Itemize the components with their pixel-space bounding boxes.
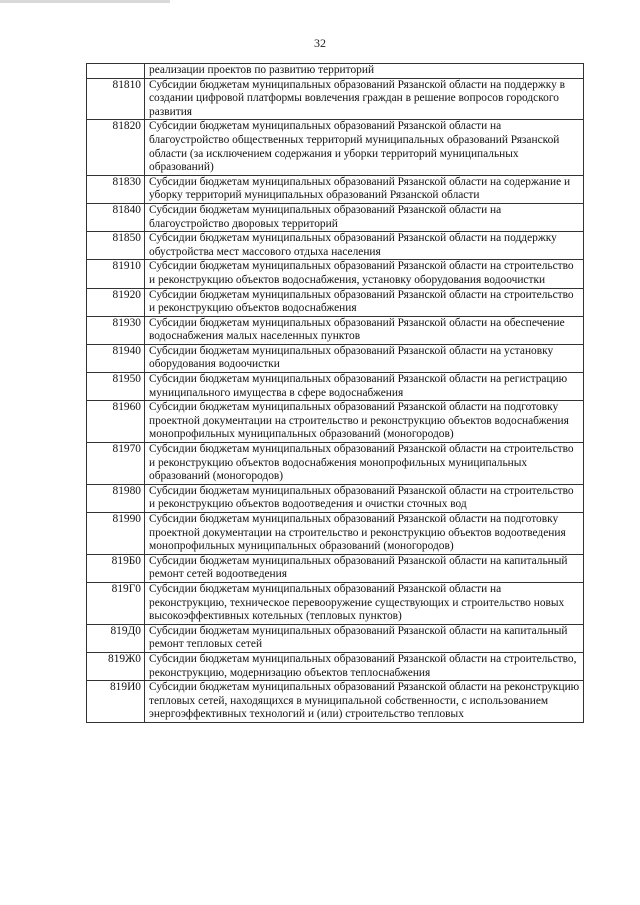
budget-code-cell: 81980 <box>87 484 145 512</box>
description-cell: Субсидии бюджетам муниципальных образований Рязанской области на подготовку проектной документации на строительство и реконструкцию объектов водоотведения монопрофильных муниципальных образований (моногородов) <box>145 513 584 555</box>
budget-code-cell: 819Ж0 <box>87 652 145 680</box>
table-row <box>87 64 584 79</box>
description-cell: Субсидии бюджетам муниципальных образований Рязанской области на реконструкцию, техническое перевооружение существующих и строительство новых высокоэффективных котельных (тепловых пунктов) <box>145 582 584 624</box>
description-cell: Субсидии бюджетам муниципальных образований Рязанской области на строительство и реконструкцию объектов водоснабжения, установку оборудования водоочистки <box>145 260 584 288</box>
budget-code-cell: 81950 <box>87 373 145 401</box>
table-row <box>87 401 584 443</box>
description-cell: Субсидии бюджетам муниципальных образований Рязанской области на благоустройство общественных территорий муниципальных образований Рязанской области (за исключением содержания и уборки территорий муниципальных образований) <box>145 120 584 175</box>
description-cell: Субсидии бюджетам муниципальных образований Рязанской области на реконструкцию тепловых сетей, находящихся в муниципальной собственности, с использованием энергоэффективных технологий и (или) строительство тепловых <box>145 681 584 723</box>
budget-code-cell: 81850 <box>87 232 145 260</box>
budget-code-cell: 81960 <box>87 401 145 443</box>
budget-code-cell: 81920 <box>87 288 145 316</box>
budget-code-cell: 81830 <box>87 175 145 203</box>
description-cell: Субсидии бюджетам муниципальных образований Рязанской области на содержание и уборку территорий муниципальных образований Рязанской области <box>145 175 584 203</box>
table-row <box>87 260 584 288</box>
table-row <box>87 652 584 680</box>
table-row <box>87 120 584 175</box>
description-cell: Субсидии бюджетам муниципальных образований Рязанской области на благоустройство дворовых территорий <box>145 203 584 231</box>
budget-code-cell: 819Д0 <box>87 624 145 652</box>
page-number: 32 <box>314 36 326 50</box>
table-body <box>87 64 584 723</box>
budget-code-cell: 819Б0 <box>87 554 145 582</box>
table-row <box>87 288 584 316</box>
budget-code-cell: 81810 <box>87 78 145 120</box>
table-row <box>87 554 584 582</box>
budget-code-cell: 81840 <box>87 203 145 231</box>
description-cell: Субсидии бюджетам муниципальных образований Рязанской области на строительство и реконструкцию объектов водоснабжения <box>145 288 584 316</box>
description-cell: Субсидии бюджетам муниципальных образований Рязанской области на строительство и реконструкцию объектов водоснабжения монопрофильных муниципальных образований (моногородов) <box>145 443 584 485</box>
table-row <box>87 443 584 485</box>
description-cell: Субсидии бюджетам муниципальных образований Рязанской области на поддержку в создании цифровой платформы вовлечения граждан в решение вопросов городского развития <box>145 78 584 120</box>
budget-code-table <box>86 63 584 723</box>
table-row <box>87 344 584 372</box>
budget-code-cell: 819Г0 <box>87 582 145 624</box>
budget-code-cell: 81820 <box>87 120 145 175</box>
table-row <box>87 513 584 555</box>
table-row <box>87 316 584 344</box>
table-row <box>87 681 584 723</box>
table-row <box>87 232 584 260</box>
description-cell: Субсидии бюджетам муниципальных образований Рязанской области на строительство и реконструкцию объектов водоотведения и очистки сточных вод <box>145 484 584 512</box>
description-cell: Субсидии бюджетам муниципальных образований Рязанской области на капитальный ремонт тепловых сетей <box>145 624 584 652</box>
budget-code-cell: 81910 <box>87 260 145 288</box>
table-row <box>87 175 584 203</box>
table-row <box>87 624 584 652</box>
description-cell: Субсидии бюджетам муниципальных образований Рязанской области на подготовку проектной документации на строительство и реконструкцию объектов водоснабжения монопрофильных муниципальных образований (моногородов) <box>145 401 584 443</box>
description-cell: Субсидии бюджетам муниципальных образований Рязанской области на капитальный ремонт сетей водоотведения <box>145 554 584 582</box>
budget-code-cell: 819И0 <box>87 681 145 723</box>
table-row <box>87 78 584 120</box>
description-cell: Субсидии бюджетам муниципальных образований Рязанской области на строительство, реконструкцию, модернизацию объектов теплоснабжения <box>145 652 584 680</box>
budget-code-cell: 81990 <box>87 513 145 555</box>
description-cell: реализации проектов по развитию территорий <box>145 64 584 79</box>
table-row <box>87 203 584 231</box>
table-row <box>87 484 584 512</box>
budget-code-cell: 81940 <box>87 344 145 372</box>
budget-code-cell: 81930 <box>87 316 145 344</box>
page-bottom-area <box>86 832 586 905</box>
description-cell: Субсидии бюджетам муниципальных образований Рязанской области на обеспечение водоснабжения малых населенных пунктов <box>145 316 584 344</box>
budget-code-cell: 81970 <box>87 443 145 485</box>
description-cell: Субсидии бюджетам муниципальных образований Рязанской области на регистрацию муниципального имущества в сфере водоснабжения <box>145 373 584 401</box>
table-row <box>87 582 584 624</box>
scan-edge-mark <box>0 0 170 3</box>
budget-code-cell <box>87 64 145 79</box>
description-cell: Субсидии бюджетам муниципальных образований Рязанской области на установку оборудования водоочистки <box>145 344 584 372</box>
table-row <box>87 373 584 401</box>
description-cell: Субсидии бюджетам муниципальных образований Рязанской области на поддержку обустройства мест массового отдыха населения <box>145 232 584 260</box>
